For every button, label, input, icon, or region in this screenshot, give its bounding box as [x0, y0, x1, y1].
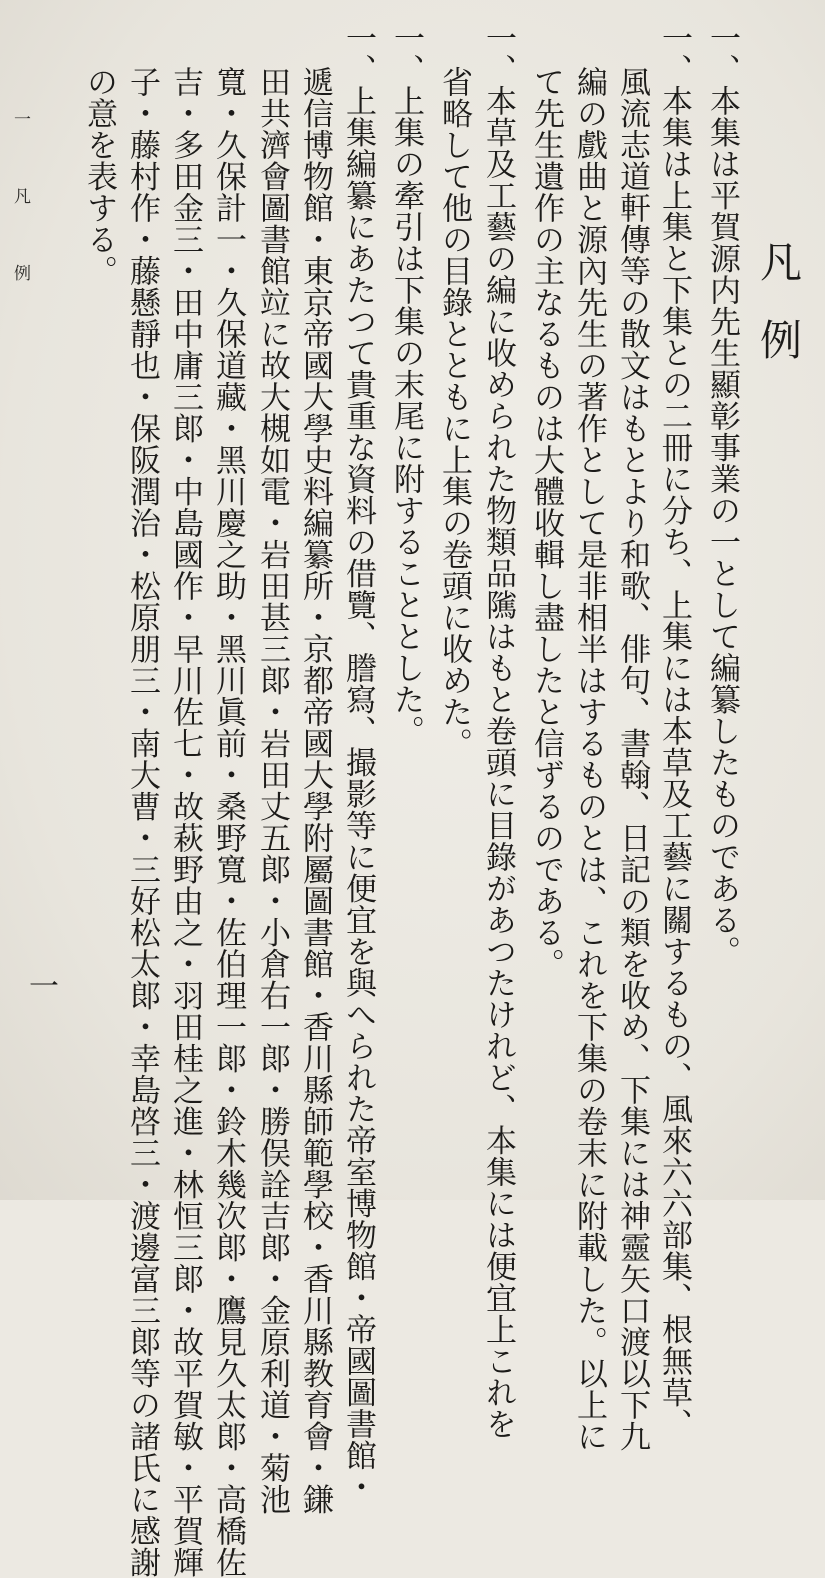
text-column: 一、上集編纂にあたつて貴重な資料の借覽、謄寫、撮影等に便宜を與へられた帝室博物館・帝國圖書館・ — [340, 22, 376, 1503]
running-header: 一 凡 例 — [10, 110, 30, 301]
text-column: 一、本草及工藝の編に收められた物類品隲はもと卷頭に目錄があつたけれど、本集には便宜上これを — [480, 22, 516, 1440]
text-column: 田共濟會圖書館竝に故大槻如電・岩田甚三郞・岩田丈五郞・小倉右一郞・勝俣詮吉郞・金原利道・菊池 — [254, 66, 290, 1515]
text-column: 吉・多田金三・田中庸三郞・中島國作・早川佐七・故萩野由之・羽田桂之進・林恒三郞・故平賀敏・平賀輝 — [167, 66, 203, 1578]
text-column: 子・藤村作・藤懸靜也・保阪潤治・松原朋三・南大曹・三好松太郞・幸島啓三・渡邊富三郞等の諸氏に感謝 — [124, 66, 160, 1578]
text-column: て先生遺作の主なるものは大體收輯し盡したと信ずるのである。 — [528, 66, 564, 980]
text-column: 省略して他の目錄とともに上集の卷頭に收めた。 — [436, 66, 472, 759]
text-column: 一、本集は平賀源内先生顯彰事業の一として編纂したものである。 — [704, 22, 740, 967]
text-column: 風流志道軒傳等の散文はもとより和歌、俳句、書翰、日記の類を收め、下集には神靈矢口渡以下九 — [614, 66, 650, 1452]
text-column: 遞信博物館・東京帝國大學史料編纂所・京都帝國大學附屬圖書館・香川縣師範學校・香川縣教育會・鎌 — [297, 66, 333, 1515]
text-column: 寬・久保計一・久保道藏・黑川慶之助・黑川眞前・桑野寬・佐伯理一郞・鈴木幾次郞・鷹見久太郞・高橋佐 — [210, 66, 246, 1578]
text-column: 編の戲曲と源內先生の著作として是非相半はするものとは、これを下集の卷末に附載した。以上に — [571, 66, 607, 1452]
text-column: 一、上集の牽引は下集の末尾に附することとした。 — [388, 22, 424, 747]
text-column: の意を表する。 — [81, 66, 117, 287]
page-title: 凡例 — [754, 240, 803, 396]
text-column: 一、本集は上集と下集との二冊に分ち、上集には本草及工藝に關するもの、風來六六部集、根無草、 — [656, 22, 692, 1440]
page-number: 一 — [23, 970, 58, 1000]
